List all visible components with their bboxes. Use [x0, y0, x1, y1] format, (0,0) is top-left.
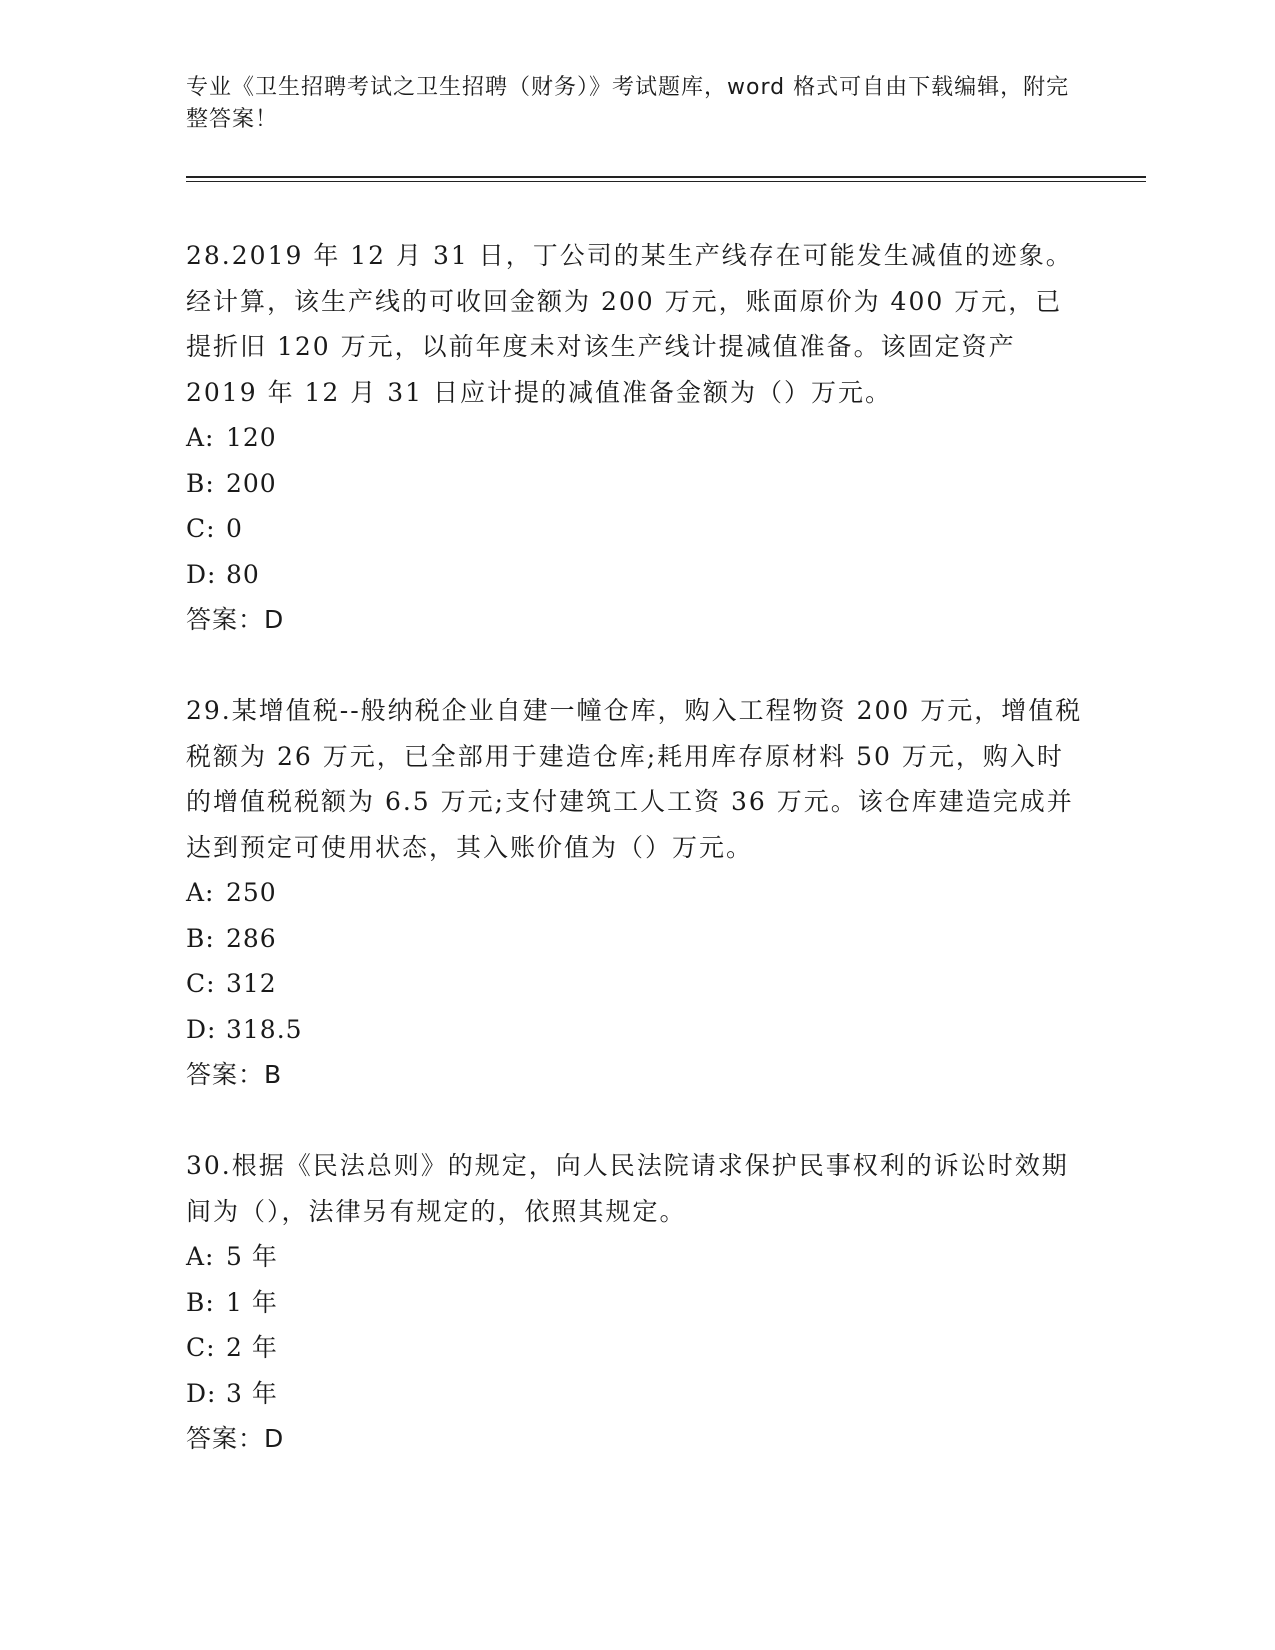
option-letter: C: — [186, 969, 216, 998]
option-c — [186, 961, 1086, 1007]
header-divider-thick — [186, 176, 1146, 178]
question-29 — [186, 688, 1086, 1098]
option-text: 2 年 — [226, 1333, 278, 1362]
option-d — [186, 1007, 1086, 1053]
document-header: 专业《卫生招聘考试之卫生招聘（财务）》考试题库，word 格式可自由下载编辑，附完整答案！ — [186, 75, 1070, 132]
option-text: 3 年 — [226, 1378, 278, 1408]
option-letter: B: — [186, 1287, 215, 1317]
option-a — [186, 1234, 1086, 1280]
option-a — [186, 870, 1086, 916]
option-letter: B: — [186, 923, 215, 953]
question-30 — [186, 1143, 1086, 1462]
option-letter: C: — [186, 1333, 216, 1362]
option-letter: C: — [186, 514, 216, 543]
header-divider-thin — [186, 181, 1146, 182]
option-letter: D: — [186, 1014, 217, 1044]
option-text: 1 年 — [226, 1287, 278, 1317]
option-text: 5 年 — [226, 1242, 278, 1271]
option-b — [186, 461, 1086, 507]
option-d — [186, 552, 1086, 598]
option-b — [186, 916, 1086, 962]
option-text: 120 — [226, 423, 277, 452]
question-28 — [186, 233, 1086, 643]
option-d — [186, 1371, 1086, 1417]
question-stem: 28.2019 年 12 月 31 日，丁公司的某生产线存在可能发生减值的迹象。经计算，该生产线的可收回金额为 200 万元，账面原价为 400 万元，已提折旧 120 万元，以前年度未对该生产线计提减值准备。该固定资产 2019 年 12 月 31 日应计提的减值准备金额为（）万元。 — [186, 241, 1073, 407]
option-text: 318.5 — [226, 1014, 303, 1044]
option-c — [186, 506, 1086, 552]
option-letter: A: — [186, 423, 215, 452]
option-text: 312 — [226, 969, 277, 998]
answer-line: 答案：D — [186, 605, 285, 634]
option-letter: A: — [186, 878, 215, 907]
option-b — [186, 1280, 1086, 1326]
answer-line: 答案：D — [186, 1424, 285, 1453]
option-a — [186, 415, 1086, 461]
option-c — [186, 1325, 1086, 1371]
option-letter: A: — [186, 1242, 215, 1271]
option-text: 250 — [226, 878, 277, 907]
option-letter: D: — [186, 559, 217, 589]
answer-line: 答案：B — [186, 1060, 283, 1089]
option-letter: B: — [186, 468, 215, 498]
option-text: 80 — [226, 559, 260, 589]
option-text: 0 — [226, 514, 243, 543]
question-stem: 30.根据《民法总则》的规定，向人民法院请求保护民事权利的诉讼时效期间为（），法律另有规定的，依照其规定。 — [186, 1151, 1069, 1226]
question-stem: 29.某增值税--般纳税企业自建一幢仓库，购入工程物资 200 万元，增值税税额为 26 万元，已全部用于建造仓库;耗用库存原材料 50 万元，购入时的增值税税额为 6.5 万元;支付建筑工人工资 36 万元。该仓库建造完成并达到预定可使用状态，其入账价值为（）万元。 — [186, 696, 1083, 862]
option-letter: D: — [186, 1378, 217, 1408]
option-text: 200 — [226, 468, 277, 498]
option-text: 286 — [226, 923, 277, 953]
